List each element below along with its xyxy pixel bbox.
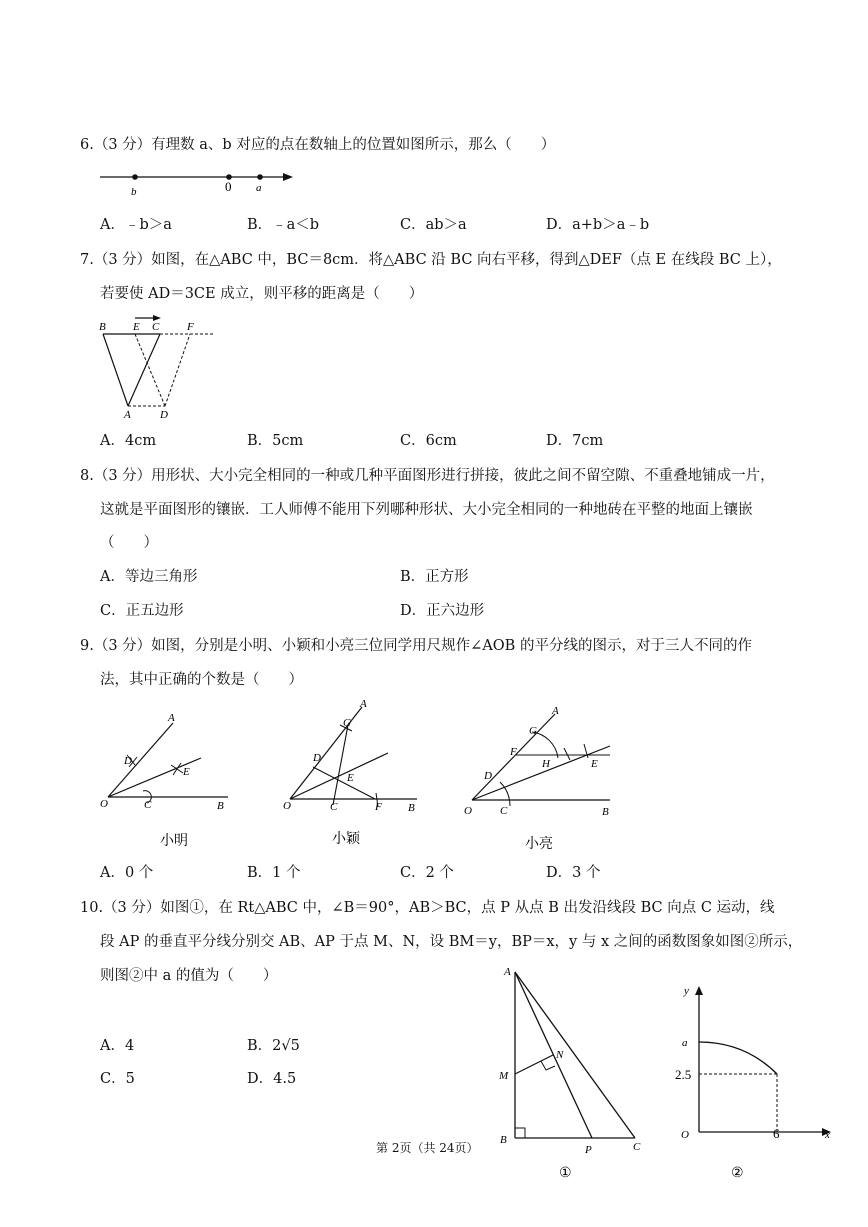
q9f1-label-a: A <box>168 712 175 724</box>
q9f2-label-c: C <box>330 801 338 813</box>
q9f3-label-b: B <box>602 806 609 818</box>
q9f2-label-e: E <box>347 772 354 784</box>
q9f2-label-o: O <box>283 800 291 812</box>
q9f1-label-d: D <box>124 755 132 767</box>
q7-option-c[interactable]: C．6cm <box>400 433 457 449</box>
q9-figure-xiaoliang <box>460 700 620 858</box>
q10-stem-line3: 则图②中 a 的值为（ ） <box>100 968 278 984</box>
q9-option-b[interactable]: B．1 个 <box>247 865 301 881</box>
q9-stem-line1: 9.（3 分）如图，分别是小明、小颖和小亮三位同学用尺规作∠AOB 的平分线的图示，对于三人不同的作 <box>80 638 752 654</box>
q6-number-line <box>95 165 295 197</box>
q7-stem-line2: 若要使 AD＝3CE 成立，则平移的距离是（ ） <box>100 286 424 302</box>
q7-option-d[interactable]: D．7cm <box>546 433 604 449</box>
q10f2-label-x: x <box>825 1129 830 1141</box>
q6-option-d[interactable]: D．a+b＞a﹣b <box>546 217 650 233</box>
q9f2-label-g: G <box>343 717 351 729</box>
q10-option-c[interactable]: C．5 <box>100 1071 135 1087</box>
q9f2-caption: 小颖 <box>332 832 360 847</box>
q9f3-label-e: E <box>591 758 598 770</box>
q9f1-caption: 小明 <box>160 834 188 849</box>
q6-label-b: b <box>131 186 137 198</box>
q9f3-label-o: O <box>464 805 472 817</box>
q9f3-caption: 小亮 <box>525 837 553 852</box>
q9f3-label-f: F <box>510 746 517 758</box>
q9f1-label-c: C <box>144 799 152 811</box>
q8-stem-line2: 这就是平面图形的镶嵌．工人师傅不能用下列哪种形状、大小完全相同的一种地砖在平整的地面上镶嵌 <box>100 502 753 518</box>
q7-stem-line1: 7.（3 分）如图，在△ABC 中，BC＝8cm．将△ABC 沿 BC 向右平移，得到△DEF（点 E 在线段 BC 上）， <box>80 252 782 268</box>
q8-stem-line1: 8.（3 分）用形状、大小完全相同的一种或几种平面图形进行拼接，彼此之间不留空隙、不重叠地铺成一片， <box>80 468 775 484</box>
q7-label-d: D <box>160 409 168 421</box>
q6-option-a[interactable]: A．﹣b＞a <box>100 217 172 233</box>
q9f1-label-o: O <box>100 798 108 810</box>
q10f2-label-25: 2.5 <box>675 1067 692 1082</box>
q10f1-label-m: M <box>499 1070 509 1082</box>
q9f2-label-a: A <box>360 698 367 710</box>
q9f2-label-d: D <box>313 752 321 764</box>
q9f3-label-c: C <box>500 805 508 817</box>
q6-label-zero: 0 <box>225 179 232 194</box>
q10f1-label-b: B <box>500 1134 507 1146</box>
q9f3-label-g: G <box>529 725 537 737</box>
q9f3-label-h: H <box>542 758 550 770</box>
q8-stem-line3: （ ） <box>100 535 158 551</box>
q7-label-e: E <box>133 321 140 333</box>
q10-option-b[interactable]: B．2√5 <box>247 1038 300 1054</box>
q9-option-a[interactable]: A．0 个 <box>100 865 154 881</box>
q10-option-a[interactable]: A．4 <box>100 1038 135 1054</box>
q7-option-a[interactable]: A．4cm <box>100 433 157 449</box>
q7-label-a: A <box>124 409 131 421</box>
q9-option-c[interactable]: C．2 个 <box>400 865 454 881</box>
q10-figure-graph <box>675 980 840 1188</box>
q10-figure-triangle <box>497 960 657 1188</box>
q9f1-label-e: E <box>183 766 190 778</box>
q7-option-b[interactable]: B．5cm <box>247 433 304 449</box>
q10f1-caption: ① <box>559 1166 572 1181</box>
q6-stem: 6.（3 分）有理数 a、b 对应的点在数轴上的位置如图所示，那么（ ） <box>80 137 556 153</box>
q10f2-label-a: a <box>682 1037 688 1049</box>
q10f1-label-a: A <box>504 966 511 978</box>
q9f3-label-a: A <box>552 705 559 717</box>
q9-stem-line2: 法，其中正确的个数是（ ） <box>100 672 303 688</box>
q9f3-label-d: D <box>484 770 492 782</box>
q10-stem-line1: 10.（3 分）如图①，在 Rt△ABC 中，∠B＝90°，AB＞BC，点 P 从点 B 出发沿线段 BC 向点 C 运动，线 <box>80 900 775 916</box>
q9f2-label-b: B <box>408 802 415 814</box>
q8-option-b[interactable]: B．正方形 <box>400 569 469 585</box>
q10f2-label-6: 6 <box>773 1126 780 1141</box>
q10-option-d[interactable]: D．4.5 <box>247 1071 297 1087</box>
page-footer: 第 2页（共 24页） <box>376 1141 479 1155</box>
q9f2-label-f: F <box>375 801 382 813</box>
q9-figure-xiaoying <box>280 697 425 855</box>
q10f2-label-y: y <box>684 985 689 997</box>
q8-option-a[interactable]: A．等边三角形 <box>100 569 198 585</box>
q10f2-caption: ② <box>731 1166 744 1181</box>
q6-option-c[interactable]: C．ab＞a <box>400 217 467 233</box>
q10f1-label-n: N <box>556 1049 564 1061</box>
q7-label-c: C <box>152 321 160 333</box>
q6-label-a: a <box>256 182 262 194</box>
q10-stem-line2: 段 AP 的垂直平分线分别交 AB、AP 于点 M、N，设 BM＝y，BP＝x，y 与 x 之间的函数图象如图②所示， <box>100 934 803 950</box>
q10f2-label-o: O <box>681 1129 689 1141</box>
q8-option-c[interactable]: C．正五边形 <box>100 603 184 619</box>
q7-label-b: B <box>99 321 106 333</box>
q10f1-label-p: P <box>585 1144 592 1156</box>
q7-figure <box>95 310 225 425</box>
q7-label-f: F <box>187 321 194 333</box>
q6-option-b[interactable]: B．﹣a＜b <box>247 217 320 233</box>
q9f1-label-b: B <box>217 800 224 812</box>
q8-option-d[interactable]: D．正六边形 <box>400 603 485 619</box>
q9-figure-xiaoming <box>95 705 235 855</box>
q10f1-label-c: C <box>633 1141 641 1153</box>
q9-option-d[interactable]: D．3 个 <box>546 865 601 881</box>
